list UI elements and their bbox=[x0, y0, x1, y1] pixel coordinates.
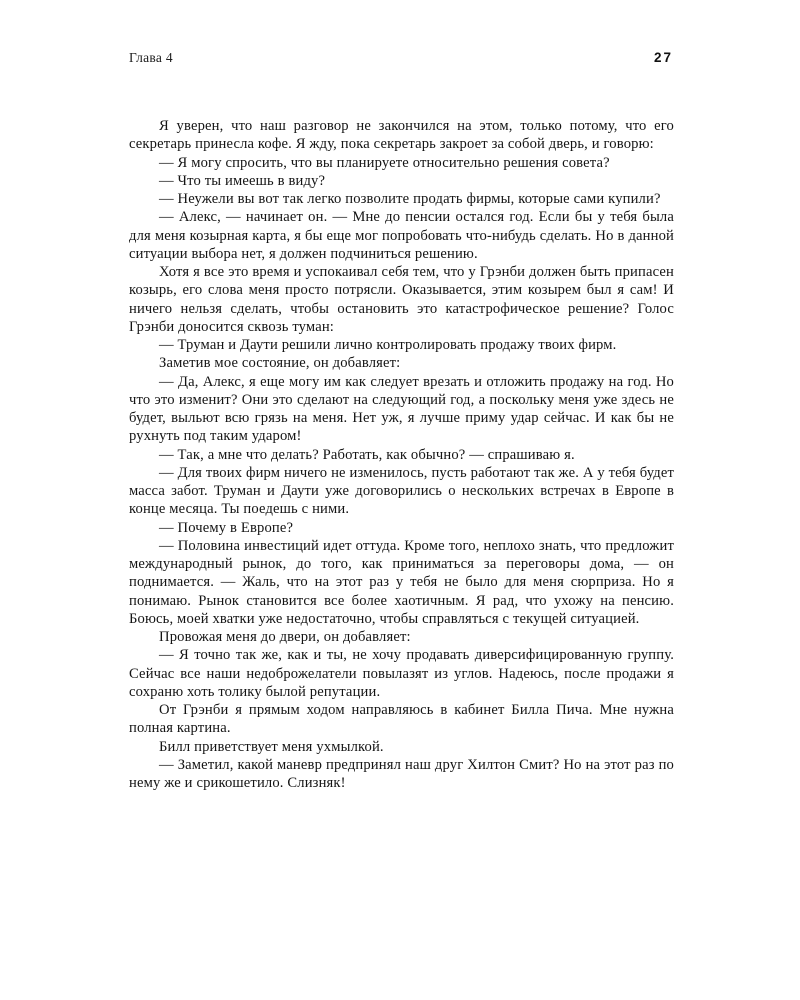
chapter-label: Глава 4 bbox=[129, 50, 173, 65]
paragraph: Хотя я все это время и успокаивал себя тем, что у Грэнби должен быть припасен козырь, его слова меня просто потрясли. Оказывается, этим козырем был я сам! И ничего нельзя сделать, чтобы остановить это катастрофическое решение? Голос Грэнби доносится сквозь туман: bbox=[129, 264, 674, 335]
paragraph: От Грэнби я прямым ходом направляюсь в кабинет Билла Пича. Мне нужна полная картина. bbox=[129, 702, 674, 737]
paragraph: — Почему в Европе? bbox=[159, 519, 294, 536]
paragraph: Провожая меня до двери, он добавляет: bbox=[159, 629, 411, 645]
paragraph: — Половина инвестиций идет оттуда. Кроме того, неплохо знать, что предложит международный рынок, до того, как приниматься за переговоры дома, — он поднимается. — Жаль, что на этот раз у тебя не было для меня сюрприза. Но я понимаю. Рынок становится все более хаотичным. Я рад, что ухожу на пенсию. Боюсь, моей хватки уже недостаточно, чтобы справляться с текущей ситуацией. bbox=[129, 537, 674, 627]
paragraph: — Труман и Даути решили лично контролировать продажу твоих фирм. bbox=[159, 337, 617, 353]
paragraph: — Что ты имеешь в виду? bbox=[159, 172, 326, 189]
paragraph: Билл приветствует меня ухмылкой. bbox=[159, 738, 384, 755]
paragraph: — Я могу спросить, что вы планируете относительно решения совета? bbox=[159, 154, 610, 171]
paragraph: — Неужели вы вот так легко позволите продать фирмы, которые сами купили? bbox=[159, 191, 661, 207]
paragraph: — Для твоих фирм ничего не изменилось, пусть работают так же. А у тебя будет масса забот. Труман и Даути уже договорились о нескольких встречах в Европе в конце месяца. Ты поедешь с ними. bbox=[129, 464, 674, 518]
paragraph: — Заметил, какой маневр предпринял наш друг Хилтон Смит? Но на этот раз по нему же и срикошетило. Слизняк! bbox=[129, 756, 674, 791]
page-header bbox=[129, 50, 673, 66]
paragraph: Я уверен, что наш разговор не закончился на этом, только потому, что его секретарь принесла кофе. Я жду, пока секретарь закроет за собой дверь, и говорю: bbox=[129, 118, 674, 153]
paragraph: — Да, Алекс, я еще могу им как следует врезать и отложить продажу на год. Но что это изменит? Они это сделают на следующий год, а поскольку меня уже здесь не будет, выльют всю грязь на меня. Нет уж, я лучше приму удар сейчас. И как бы не рухнуть под таким ударом! bbox=[129, 373, 674, 445]
paragraph: — Я точно так же, как и ты, не хочу продавать диверсифицированную группу. Сейчас все наши недоброжелатели повылазят из углов. Надеюсь, после продажи я сохраню хоть толику былой репутации. bbox=[129, 647, 674, 700]
page-number: 27 bbox=[653, 50, 673, 65]
paragraph: Заметив мое состояние, он добавляет: bbox=[159, 355, 401, 372]
page-body bbox=[129, 117, 674, 792]
paragraph: — Так, а мне что делать? Работать, как обычно? — спрашиваю я. bbox=[159, 446, 575, 463]
paragraph: — Алекс, — начинает он. — Мне до пенсии остался год. Если бы у тебя была для меня козырная карта, я бы еще мог попробовать что-нибудь сделать. Но в данной ситуации выбора нет, я должен подчиниться решению. bbox=[129, 209, 674, 262]
